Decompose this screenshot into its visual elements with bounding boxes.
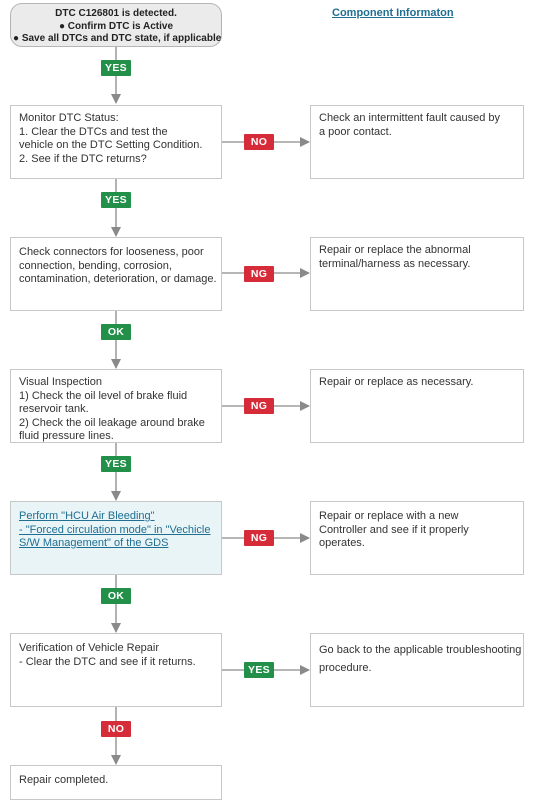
step-monitor-dtc-status [10,105,222,179]
step-check-connectors [10,237,222,311]
outcome-repair-harness [310,237,524,311]
start-line-3: ● Save all DTCs and DTC state, if applicable [13,33,222,44]
step2-line-1: Check connectors for looseness, poor [19,246,204,258]
start-node [10,3,222,47]
step-visual-inspection [10,369,222,443]
step5-line-2: - Clear the DTC and see if it returns. [19,655,196,668]
step1-line-2: 1. Clear the DTCs and test the [19,125,168,138]
outcome5-line-1: Go back to the applicable troubleshooting [319,644,522,656]
step1-line-4: 2. See if the DTC returns? [19,152,147,165]
step3-line-5: fluid pressure lines. [19,430,114,442]
outcome3-line-1: Repair or replace as necessary. [319,376,474,388]
step-hcu-air-bleeding [10,501,222,575]
start-line-1: DTC C126801 is detected. [55,8,177,19]
step-repair-completed [10,765,222,800]
step-verification-of-repair [10,633,222,707]
tag-ng-step2: NG [244,266,274,282]
outcome-repair-as-necessary [310,369,524,443]
tag-ng-step4: NG [244,530,274,546]
outcome5-line-2: procedure. [319,662,372,674]
outcome2-line-2: terminal/harness as necessary. [319,257,471,270]
component-information-link[interactable]: Component Informaton [332,7,454,19]
tag-yes-step1: YES [101,192,131,208]
step6-line-1: Repair completed. [19,774,109,786]
tag-ng-step3: NG [244,398,274,414]
outcome4-line-3: operates. [319,537,365,549]
step3-line-4: 2) Check the oil leakage around brake [19,416,205,429]
tag-ok-step2: OK [101,324,131,340]
outcome1-line-1: Check an intermittent fault caused by [319,112,500,124]
outcome-replace-controller [310,501,524,575]
tag-ok-step4: OK [101,588,131,604]
tag-no-step1: NO [244,134,274,150]
forced-circulation-link[interactable]: - "Forced circulation mode" in "Vechicle [19,523,211,536]
outcome-go-back-troubleshooting [310,633,524,707]
step2-line-3: contamination, deterioration, or damage. [19,273,217,285]
step1-line-1: Monitor DTC Status: [19,112,119,124]
step3-line-3: reservoir tank. [19,403,89,415]
step3-line-1: Visual Inspection [19,376,102,388]
outcome4-line-1: Repair or replace with a new [319,510,459,522]
outcome1-line-2: a poor contact. [319,125,392,138]
start-line-2: ● Confirm DTC is Active [58,20,174,32]
tag-yes-step3: YES [101,456,131,472]
sw-management-link[interactable]: S/W Management" of the GDS [19,537,169,549]
tag-no-step5: NO [101,721,131,737]
outcome-intermittent-fault [310,105,524,179]
step2-line-2: connection, bending, corrosion, [19,259,172,272]
tag-yes-start: YES [101,60,131,76]
step5-line-1: Verification of Vehicle Repair [19,642,160,654]
step1-line-3: vehicle on the DTC Setting Condition. [19,139,203,151]
outcome4-line-2: Controller and see if it properly [319,523,469,536]
step3-line-2: 1) Check the oil level of brake fluid [19,389,188,402]
hcu-air-bleeding-link[interactable]: Perform "HCU Air Bleeding" [19,510,155,522]
tag-yes-step5: YES [244,662,274,678]
outcome2-line-1: Repair or replace the abnormal [319,244,471,256]
